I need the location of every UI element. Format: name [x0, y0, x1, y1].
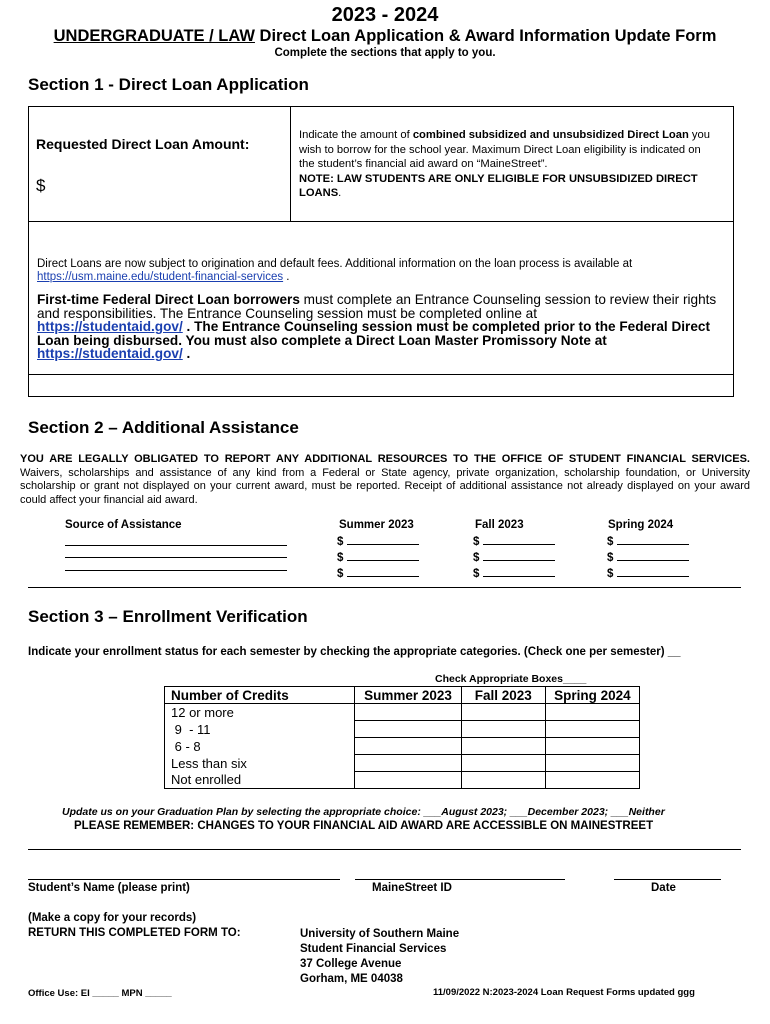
requested-amount-field[interactable]: [36, 176, 276, 200]
table-header-row: [165, 687, 640, 704]
studentaid-link-2[interactable]: https://studentaid.gov/: [37, 346, 183, 361]
loan-info-divider: [28, 374, 734, 375]
student-name-label: Student’s Name (please print): [28, 882, 190, 894]
section3-rule: [28, 849, 741, 850]
hdr-spring: Spring 2024: [545, 687, 639, 704]
dollar-sign: $: [36, 176, 46, 195]
address-line: Student Financial Services: [300, 943, 447, 955]
form-subtitle: Complete the sections that apply to you.: [274, 47, 496, 59]
remember-note: PLEASE REMEMBER: CHANGES TO YOUR FINANCIAL AID AWARD ARE ACCESSIBLE ON MAINESTREET: [74, 820, 654, 832]
form-title-program: UNDERGRADUATE / LAW: [53, 27, 255, 45]
usm-sfs-link[interactable]: https://usm.maine.edu/student-financial-services: [37, 271, 284, 283]
source-field-2[interactable]: [65, 557, 287, 558]
credits-label: Less than six: [165, 755, 355, 772]
table-row: [165, 772, 640, 789]
col-fall-label: Fall 2023: [475, 519, 524, 531]
col-source-label: Source of Assistance: [65, 519, 182, 531]
date-field[interactable]: [614, 879, 721, 880]
checkbox-fall[interactable]: [461, 704, 545, 721]
check-boxes-label: Check Appropriate Boxes____: [435, 673, 587, 685]
form-title-rest: Direct Loan Application & Award Information Update Form: [254, 27, 717, 45]
address-line: 37 College Avenue: [300, 958, 402, 970]
return-label: RETURN THIS COMPLETED FORM TO:: [28, 927, 241, 939]
address-line: University of Southern Maine: [300, 928, 460, 940]
return-address: [300, 927, 459, 987]
checkbox-summer[interactable]: [355, 738, 461, 755]
student-name-field[interactable]: [28, 879, 340, 880]
hdr-credits: Number of Credits: [165, 687, 355, 704]
mainestreet-id-field[interactable]: [355, 879, 565, 880]
table-row: [165, 755, 640, 772]
checkbox-spring[interactable]: [545, 772, 639, 789]
form-title: [0, 27, 770, 46]
checkbox-fall[interactable]: [461, 721, 545, 738]
hdr-fall: Fall 2023: [461, 687, 545, 704]
checkbox-spring[interactable]: [545, 721, 639, 738]
table-row: [165, 721, 640, 738]
form-year: 2023 - 2024: [331, 4, 439, 26]
checkbox-summer[interactable]: [355, 772, 461, 789]
credits-label: 6 - 8: [165, 738, 355, 755]
credits-label: 12 or more: [165, 704, 355, 721]
checkbox-summer[interactable]: [355, 704, 461, 721]
section2-heading: Section 2 – Additional Assistance: [28, 418, 299, 437]
revision-note: 11/09/2022 N:2023-2024 Loan Request Forms updated ggg: [433, 987, 695, 998]
checkbox-fall[interactable]: [461, 738, 545, 755]
checkbox-fall[interactable]: [461, 755, 545, 772]
address-line: Gorham, ME 04038: [300, 973, 403, 985]
table-row: [165, 738, 640, 755]
assistance-paragraph: YOU ARE LEGALLY OBLIGATED TO REPORT ANY ADDITIONAL RESOURCES TO THE OFFICE OF STUDENT FINANCIAL SERVICES. Waivers, scholarships and assistance of any kind from a Federal or State agency, private organization, scholarship foundation, or University scholarship or grant not displayed on your current award, must be reported. Receipt of additional assistance not already displayed on your award could affect your financial aid award.: [20, 453, 750, 506]
credits-label: 9 - 11: [165, 721, 355, 738]
credits-label: Not enrolled: [165, 772, 355, 789]
table-row: [165, 704, 640, 721]
summer-amounts[interactable]: $ $ $: [337, 533, 419, 581]
checkbox-spring[interactable]: [545, 738, 639, 755]
law-note: NOTE: LAW STUDENTS ARE ONLY ELIGIBLE FOR UNSUBSIDIZED DIRECT LOANS: [299, 172, 698, 199]
enrollment-instruction: Indicate your enrollment status for each semester by checking the appropriate categories. (Check one per semester) __: [28, 646, 681, 658]
col-summer-label: Summer 2023: [339, 519, 414, 531]
source-field-3[interactable]: [65, 570, 287, 571]
hdr-summer: Summer 2023: [355, 687, 461, 704]
checkbox-summer[interactable]: [355, 721, 461, 738]
fees-paragraph: Direct Loans are now subject to origination and default fees. Additional information on the loan process is available at https://usm.maine.edu/student-financial-services .: [37, 258, 633, 283]
checkbox-spring[interactable]: [545, 755, 639, 772]
date-label: Date: [651, 882, 676, 894]
col-spring-label: Spring 2024: [608, 519, 674, 531]
studentaid-link-1[interactable]: https://studentaid.gov/: [37, 319, 183, 334]
mainestreet-id-label: MaineStreet ID: [372, 882, 452, 894]
loan-box-divider: [290, 106, 291, 222]
loan-instructions: Indicate the amount of combined subsidized and unsubsidized Direct Loan you wish to borrow for the school year. Maximum Direct Loan eligibility is indicated on the student’s financial aid award on “MaineStreet”. NOTE: LAW STUDENTS ARE ONLY ELIGIBLE FOR UNSUBSIDIZED DIRECT LOANS.: [299, 129, 710, 199]
section2-rule: [28, 587, 741, 588]
enrollment-table: [164, 686, 640, 789]
source-field-1[interactable]: [65, 545, 287, 546]
spring-amounts[interactable]: $ $ $: [607, 533, 689, 581]
requested-amount-label: Requested Direct Loan Amount:: [36, 136, 250, 152]
section3-heading: Section 3 – Enrollment Verification: [28, 607, 308, 626]
first-time-paragraph: First-time Federal Direct Loan borrowers must complete an Entrance Counseling session to review their rights and responsibilities. The Entrance Counseling session must be completed online at https://studentaid.gov/ . The Entrance Counseling session must be completed prior to the Federal Direct Loan being disbursed. You must also complete a Direct Loan Master Promissory Note at https://studentaid.gov/ .: [37, 292, 717, 361]
fall-amounts[interactable]: $ $ $: [473, 533, 555, 581]
checkbox-fall[interactable]: [461, 772, 545, 789]
office-use: Office Use: EI _____ MPN _____: [28, 988, 172, 999]
checkbox-spring[interactable]: [545, 704, 639, 721]
checkbox-summer[interactable]: [355, 755, 461, 772]
copy-note: (Make a copy for your records): [28, 912, 197, 924]
section1-heading: Section 1 - Direct Loan Application: [28, 75, 309, 94]
graduation-plan[interactable]: Update us on your Graduation Plan by selecting the appropriate choice: ___August 2023; ___December 2023; ___Neither: [62, 806, 665, 818]
